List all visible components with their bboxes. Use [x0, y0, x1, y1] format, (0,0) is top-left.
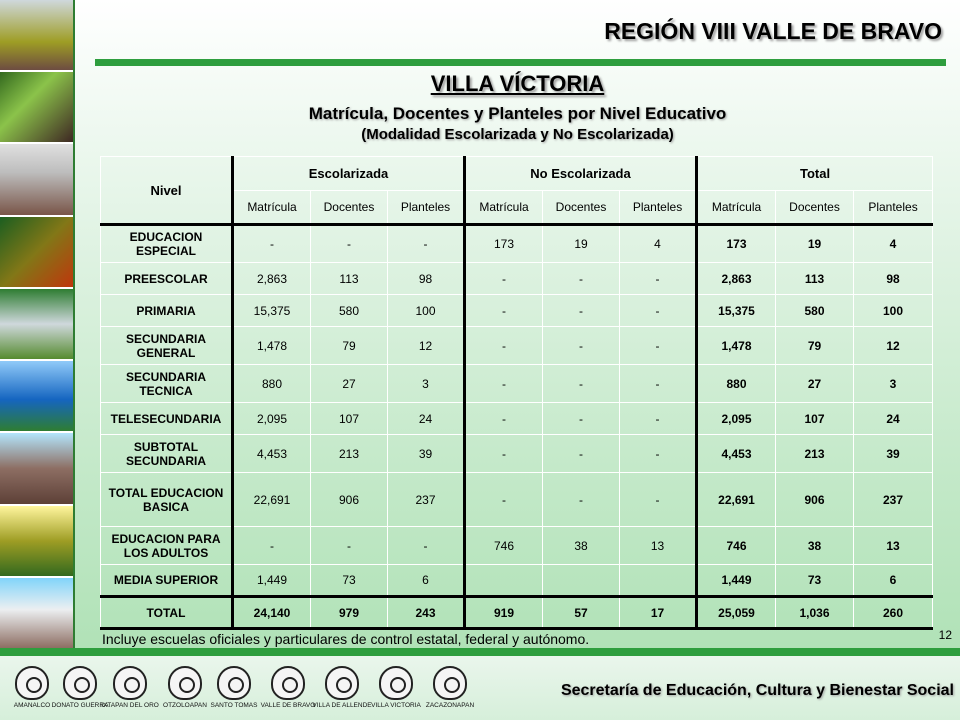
municipality-logo [312, 656, 372, 720]
table-cell-noesc: - [543, 263, 620, 295]
table-cell-esc: 3 [388, 365, 465, 403]
municipality-logo-label: IXTAPAN DEL ORO [101, 702, 159, 709]
table-cell-total: 4,453 [697, 435, 776, 473]
municipality-logo-label: VALLE DE BRAVO [260, 702, 316, 709]
subheader-matricula: Matrícula [233, 191, 311, 225]
table-row [101, 473, 933, 527]
table-cell-noesc: - [620, 365, 697, 403]
table-cell-esc: 24 [388, 403, 465, 435]
nivel-header: Nivel [101, 157, 233, 225]
table-cell-total: 98 [854, 263, 933, 295]
municipality-glyph-icon [63, 666, 97, 700]
table-cell-noesc: - [465, 473, 543, 527]
municipality-logo [100, 656, 160, 720]
table-cell-noesc: 19 [543, 225, 620, 263]
region-title: REGIÓN VIII VALLE DE BRAVO [604, 18, 942, 44]
row-level-label: SUBTOTAL SECUNDARIA [101, 435, 233, 473]
table-cell-noesc: 173 [465, 225, 543, 263]
subheader-matricula: Matrícula [697, 191, 776, 225]
table-cell-esc: - [233, 225, 311, 263]
row-level-label: PRIMARIA [101, 295, 233, 327]
municipality-title: VILLA VÍCTORIA [430, 71, 605, 96]
table-cell-total: 580 [776, 295, 854, 327]
education-table [100, 156, 933, 630]
table-cell-esc: 580 [311, 295, 388, 327]
total-cell-total: 1,036 [776, 597, 854, 629]
total-cell-esc: 24,140 [233, 597, 311, 629]
header-divider [95, 59, 946, 66]
group-header-no-escolarizada: No Escolarizada [465, 157, 697, 191]
subheader-docentes: Docentes [311, 191, 388, 225]
table-cell-noesc: - [465, 295, 543, 327]
footer-divider [0, 648, 960, 656]
municipality-logo-label: VILLA DE ALLENDE [312, 702, 372, 709]
table-cell-total: 113 [776, 263, 854, 295]
table-cell-total: 27 [776, 365, 854, 403]
total-cell-noesc: 17 [620, 597, 697, 629]
forest-photo [0, 72, 73, 144]
table-cell-esc: 79 [311, 327, 388, 365]
table-cell-noesc: - [543, 295, 620, 327]
table-cell-esc: - [311, 527, 388, 565]
row-level-label: PREESCOLAR [101, 263, 233, 295]
table-cell-total: 4 [854, 225, 933, 263]
photo-strip [0, 0, 75, 650]
subheader-planteles: Planteles [854, 191, 933, 225]
table-cell-total: 12 [854, 327, 933, 365]
table-cell-noesc: - [620, 473, 697, 527]
table-cell-noesc: - [465, 327, 543, 365]
municipality-logo-label: VILLA VICTORIA [371, 702, 421, 709]
municipality-glyph-icon [379, 666, 413, 700]
subheader-docentes: Docentes [776, 191, 854, 225]
table-row [101, 527, 933, 565]
table-cell-total: 173 [697, 225, 776, 263]
table-row [101, 435, 933, 473]
row-level-label: MEDIA SUPERIOR [101, 565, 233, 597]
table-cell-noesc [465, 565, 543, 597]
table-cell-noesc: - [465, 403, 543, 435]
municipality-logo [420, 656, 480, 720]
municipality-glyph-icon [433, 666, 467, 700]
landscape-photo [0, 0, 73, 72]
table-cell-noesc: - [543, 365, 620, 403]
total-cell-noesc: 57 [543, 597, 620, 629]
table-cell-noesc: 746 [465, 527, 543, 565]
table-cell-noesc: - [543, 435, 620, 473]
subheader-planteles: Planteles [388, 191, 465, 225]
town-photo [0, 433, 73, 505]
table-row [101, 225, 933, 263]
table-cell-total: 6 [854, 565, 933, 597]
table-cell-total: 1,478 [697, 327, 776, 365]
table-cell-esc: 27 [311, 365, 388, 403]
table-cell-esc: 15,375 [233, 295, 311, 327]
total-cell-noesc: 919 [465, 597, 543, 629]
group-header-total: Total [697, 157, 933, 191]
table-cell-total: 100 [854, 295, 933, 327]
table-cell-esc: 6 [388, 565, 465, 597]
table-cell-total: 107 [776, 403, 854, 435]
table-cell-noesc [620, 565, 697, 597]
table-cell-esc: 22,691 [233, 473, 311, 527]
row-level-label: EDUCACION ESPECIAL [101, 225, 233, 263]
table-cell-total: 15,375 [697, 295, 776, 327]
total-cell-esc: 243 [388, 597, 465, 629]
table-cell-esc: 906 [311, 473, 388, 527]
row-level-label: SECUNDARIA GENERAL [101, 327, 233, 365]
table-cell-total: 19 [776, 225, 854, 263]
table-cell-esc: 1,478 [233, 327, 311, 365]
municipality-glyph-icon [168, 666, 202, 700]
lake-photo [0, 361, 73, 433]
municipality-logo-label: DONATO GUERRA [51, 702, 109, 709]
table-cell-total: 73 [776, 565, 854, 597]
total-row-label: TOTAL [101, 597, 233, 629]
table-cell-total: 22,691 [697, 473, 776, 527]
table-cell-total: 24 [854, 403, 933, 435]
table-cell-noesc: - [465, 263, 543, 295]
butterfly-photo [0, 217, 73, 289]
total-cell-total: 260 [854, 597, 933, 629]
municipality-logo [366, 656, 426, 720]
table-cell-esc: 213 [311, 435, 388, 473]
table-cell-esc: - [311, 225, 388, 263]
table-cell-total: 79 [776, 327, 854, 365]
table-cell-esc: 12 [388, 327, 465, 365]
municipality-logo-label: ZACAZONAPAN [425, 702, 475, 709]
table-cell-esc: 237 [388, 473, 465, 527]
table-cell-esc: 113 [311, 263, 388, 295]
total-cell-total: 25,059 [697, 597, 776, 629]
row-level-label: SECUNDARIA TECNICA [101, 365, 233, 403]
municipality-glyph-icon [15, 666, 49, 700]
table-row [101, 565, 933, 597]
subheader-matricula: Matrícula [465, 191, 543, 225]
table-cell-noesc: - [465, 435, 543, 473]
municipality-glyph-icon [113, 666, 147, 700]
table-row [101, 365, 933, 403]
subheader-planteles: Planteles [620, 191, 697, 225]
total-row [101, 597, 933, 629]
municipality-logo-label: SANTO TOMAS [210, 702, 258, 709]
table-cell-esc: 98 [388, 263, 465, 295]
table-cell-esc: 1,449 [233, 565, 311, 597]
row-level-label: EDUCACION PARA LOS ADULTOS [101, 527, 233, 565]
table-row [101, 403, 933, 435]
table-cell-noesc: - [543, 403, 620, 435]
row-level-label: TELESECUNDARIA [101, 403, 233, 435]
table-cell-esc: 107 [311, 403, 388, 435]
table-cell-esc: 880 [233, 365, 311, 403]
municipality-glyph-icon [217, 666, 251, 700]
table-cell-noesc: - [543, 473, 620, 527]
table-cell-total: 880 [697, 365, 776, 403]
municipality-logo [258, 656, 318, 720]
table-cell-noesc [543, 565, 620, 597]
trees-photo [0, 506, 73, 578]
municipality-glyph-icon [325, 666, 359, 700]
municipality-logo [204, 656, 264, 720]
table-cell-noesc: 38 [543, 527, 620, 565]
table-title: Matrícula, Docentes y Planteles por Nivel Educativo [308, 104, 727, 123]
table-cell-total: 1,449 [697, 565, 776, 597]
table-cell-total: 3 [854, 365, 933, 403]
total-cell-esc: 979 [311, 597, 388, 629]
church-photo [0, 578, 73, 650]
table-cell-total: 213 [776, 435, 854, 473]
table-cell-esc: 4,453 [233, 435, 311, 473]
table-cell-total: 906 [776, 473, 854, 527]
table-row [101, 263, 933, 295]
table-cell-noesc: - [620, 263, 697, 295]
municipality-logo-label: OTZOLOAPAN [163, 702, 207, 709]
table-cell-noesc: - [620, 327, 697, 365]
table-cell-total: 746 [697, 527, 776, 565]
table-cell-total: 38 [776, 527, 854, 565]
row-level-label: TOTAL EDUCACION BASICA [101, 473, 233, 527]
subheader-docentes: Docentes [543, 191, 620, 225]
table-subtitle: (Modalidad Escolarizada y No Escolarizada) [361, 126, 674, 143]
table-cell-total: 2,863 [697, 263, 776, 295]
table-cell-esc: - [233, 527, 311, 565]
page-number: 12 [938, 628, 952, 642]
table-row [101, 327, 933, 365]
table-cell-esc: 39 [388, 435, 465, 473]
table-cell-esc: 73 [311, 565, 388, 597]
table-cell-total: 237 [854, 473, 933, 527]
table-cell-total: 2,095 [697, 403, 776, 435]
table-cell-total: 13 [854, 527, 933, 565]
table-cell-esc: 2,095 [233, 403, 311, 435]
table-row [101, 295, 933, 327]
table-cell-esc: - [388, 225, 465, 263]
municipality-glyph-icon [271, 666, 305, 700]
table-cell-esc: 100 [388, 295, 465, 327]
table-cell-noesc: - [620, 295, 697, 327]
table-cell-noesc: 4 [620, 225, 697, 263]
table-cell-noesc: - [543, 327, 620, 365]
waterfall-photo [0, 289, 73, 361]
table-cell-noesc: - [620, 435, 697, 473]
municipality-logo-label: AMANALCO [13, 702, 51, 709]
table-cell-esc: 2,863 [233, 263, 311, 295]
table-cell-noesc: 13 [620, 527, 697, 565]
table-cell-noesc: - [620, 403, 697, 435]
table-cell-noesc: - [465, 365, 543, 403]
footer-organization: Secretaría de Educación, Cultura y Bienestar Social [560, 682, 954, 699]
group-header-escolarizada: Escolarizada [233, 157, 465, 191]
footnote: Incluye escuelas oficiales y particulares de control estatal, federal y autónomo. [102, 631, 590, 647]
table-cell-esc: - [388, 527, 465, 565]
street-photo [0, 144, 73, 216]
table-body [101, 225, 933, 629]
table-cell-total: 39 [854, 435, 933, 473]
